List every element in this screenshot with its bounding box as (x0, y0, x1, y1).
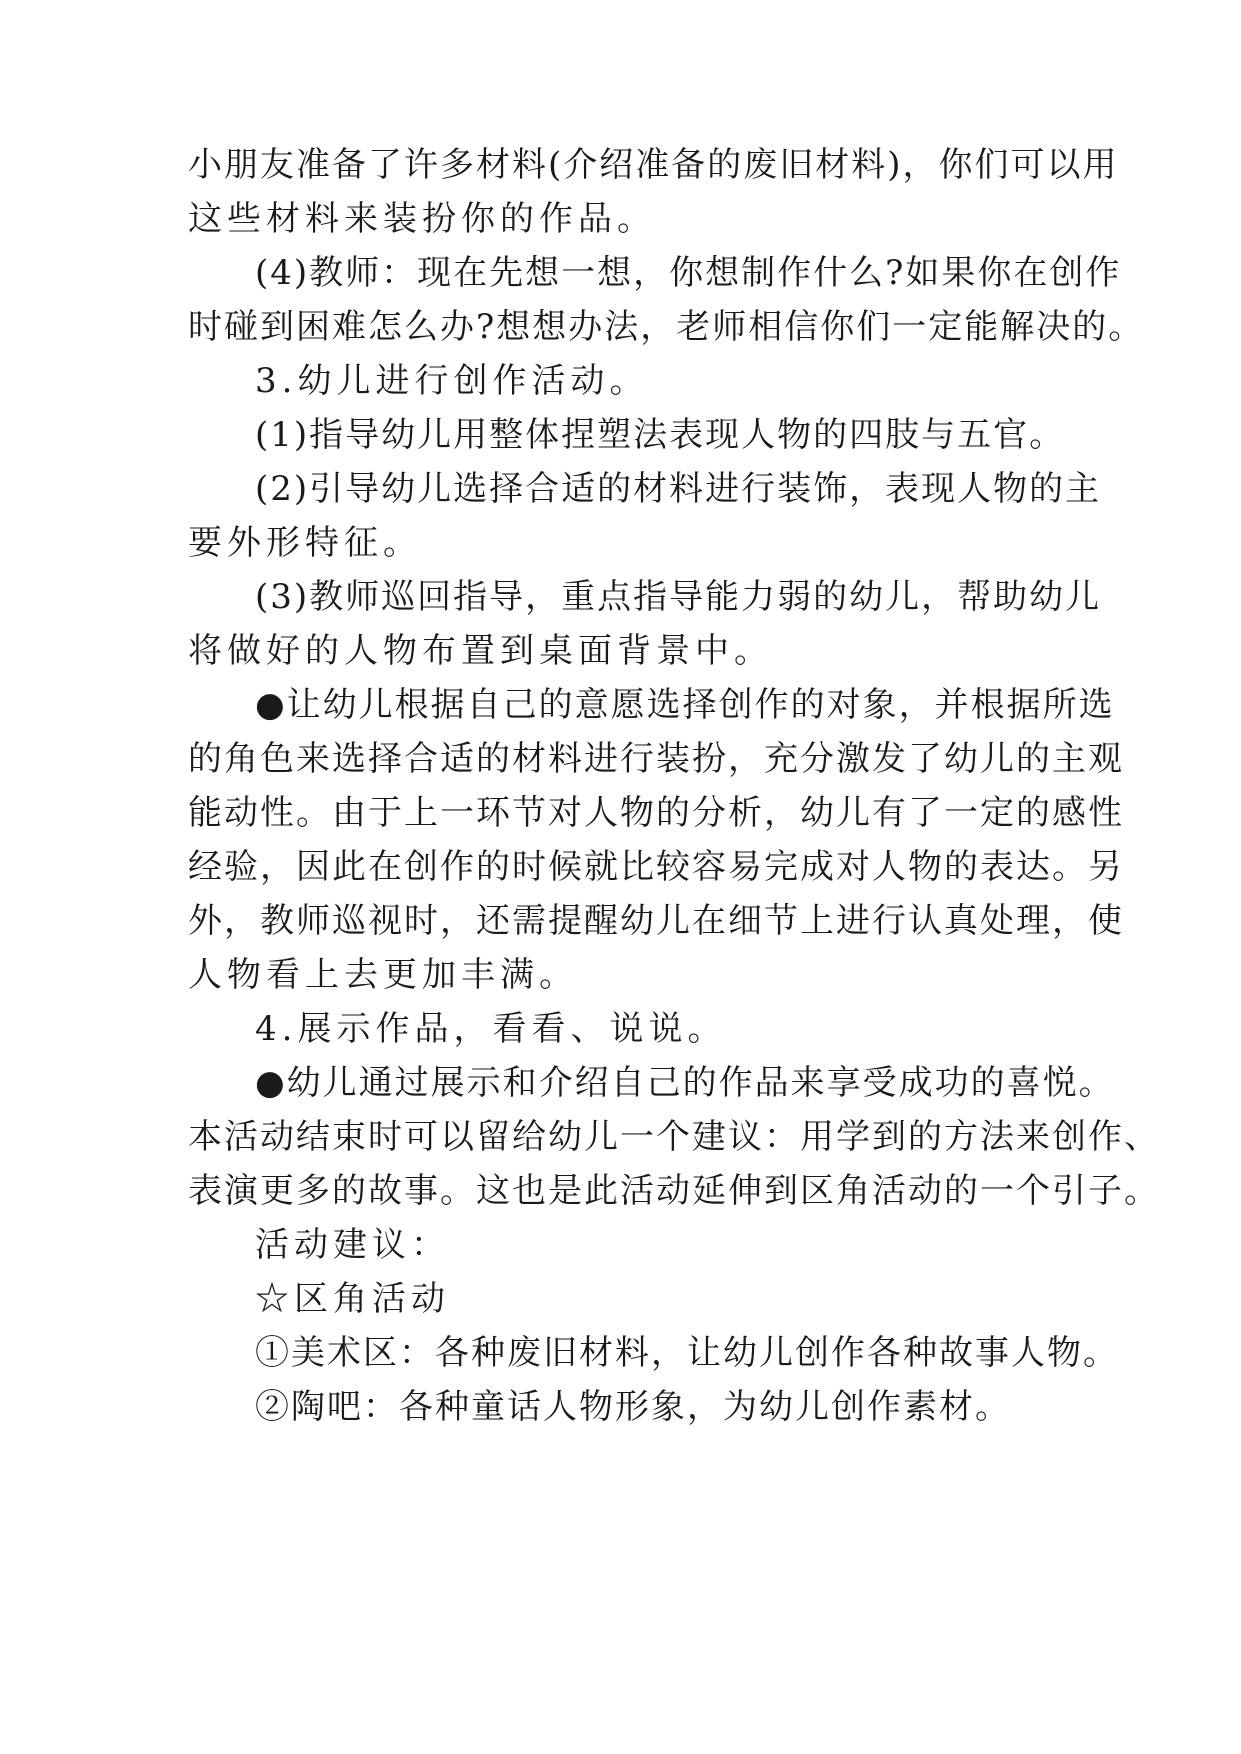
note-line: 人物看上去更加丰满。 (188, 955, 578, 995)
note-line: 能动性。由于上一环节对人物的分析，幼儿有了一定的感性 (188, 793, 1124, 833)
section-heading: 4.展示作品，看看、说说。 (255, 1009, 727, 1049)
section-heading: 3.幼儿进行创作活动。 (255, 361, 649, 401)
paragraph-line: 这些材料来装扮你的作品。 (188, 199, 656, 239)
paragraph-line: 时碰到困难怎么办?想想办法，老师相信你们一定能解决的。 (188, 307, 1145, 347)
paragraph-line: (1)指导幼儿用整体捏塑法表现人物的四肢与五官。 (255, 415, 1066, 455)
paragraph-line: 将做好的人物布置到桌面背景中。 (188, 631, 773, 671)
subsection-heading: ☆区角活动 (255, 1279, 450, 1319)
paragraph-line: (3)教师巡回指导，重点指导能力弱的幼儿，帮助幼儿 (255, 577, 1102, 617)
note-line: 外，教师巡视时，还需提醒幼儿在细节上进行认真处理，使 (188, 901, 1124, 941)
paragraph-line: 要外形特征。 (188, 523, 422, 563)
list-item: ①美术区：各种废旧材料，让幼儿创作各种故事人物。 (255, 1333, 1119, 1373)
note-line: 的角色来选择合适的材料进行装扮，充分激发了幼儿的主观 (188, 739, 1124, 779)
paragraph-line: 小朋友准备了许多材料(介绍准备的废旧材料)，你们可以用 (188, 145, 1119, 185)
list-item: ②陶吧：各种童话人物形象，为幼儿创作素材。 (255, 1387, 1011, 1427)
section-heading: 活动建议： (255, 1225, 450, 1265)
note-line: 本活动结束时可以留给幼儿一个建议：用学到的方法来创作、 (188, 1117, 1160, 1157)
note-line: 表演更多的故事。这也是此活动延伸到区角活动的一个引子。 (188, 1171, 1160, 1211)
note-line: ●幼儿通过展示和介绍自己的作品来享受成功的喜悦。 (255, 1063, 1115, 1103)
paragraph-line: (2)引导幼儿选择合适的材料进行装饰，表现人物的主 (255, 469, 1102, 509)
paragraph-line: (4)教师：现在先想一想，你想制作什么?如果你在创作 (255, 253, 1122, 293)
note-line: ●让幼儿根据自己的意愿选择创作的对象，并根据所选 (255, 685, 1115, 725)
note-line: 经验，因此在创作的时候就比较容易完成对人物的表达。另 (188, 847, 1124, 887)
